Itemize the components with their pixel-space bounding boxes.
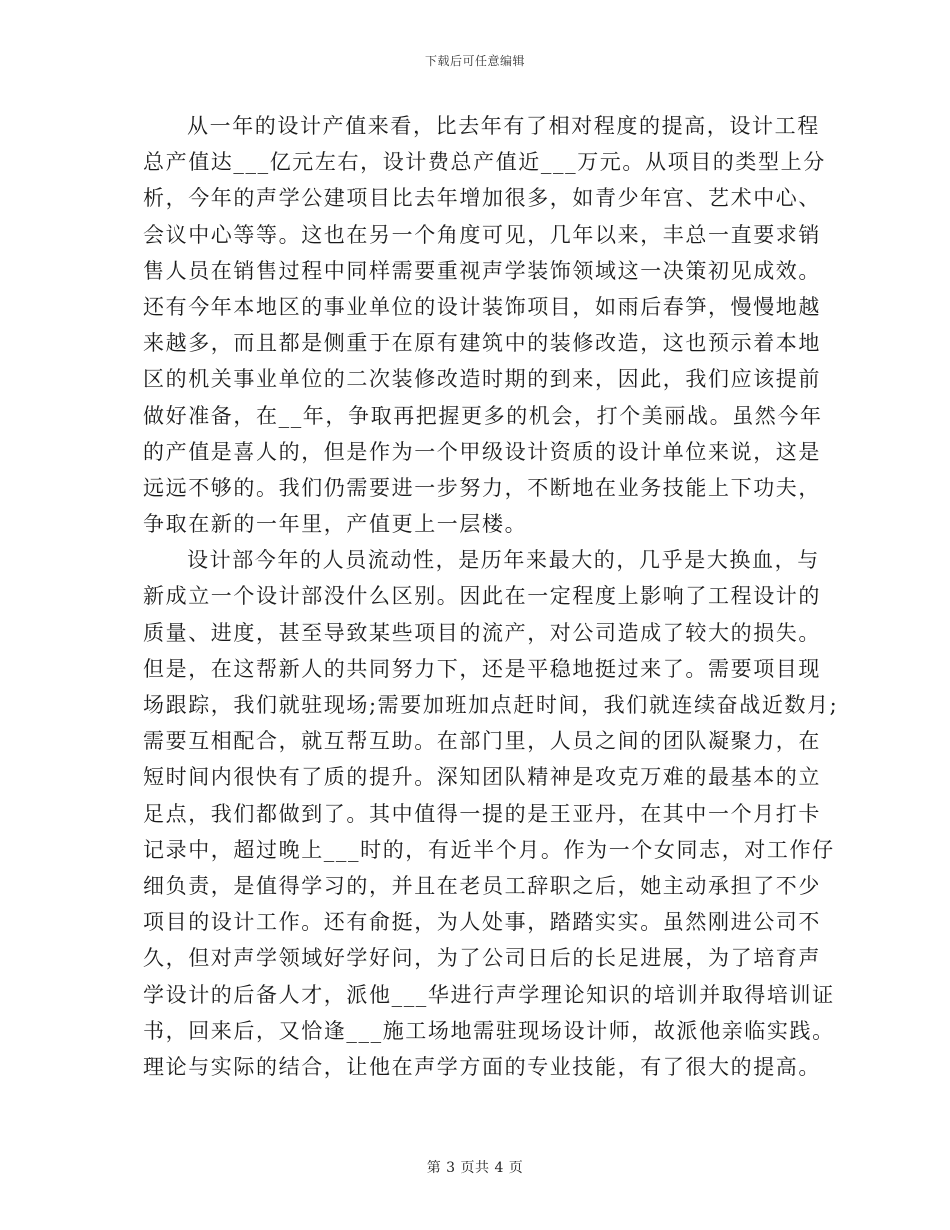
paragraph-1 [143, 108, 826, 542]
text-line: 远远不够的。我们仍需要进一步努力，不断地在业务技能上下功夫， [143, 475, 821, 500]
text-line: 新成立一个设计部没什么区别。因此在一定程度上影响了工程设计的 [143, 584, 821, 609]
text-line: 会议中心等等。这也在另一个角度可见，几年以来，丰总一直要求销 [143, 222, 821, 247]
text-line: 争取在新的一年里，产值更上一层楼。 [143, 512, 528, 537]
page-number: 第 3 页共 4 页 [426, 1160, 524, 1176]
text-line: 售人员在销售过程中同样需要重视声学装饰领域这一决策初见成效。 [143, 258, 821, 283]
page-header-note: 下载后可任意编辑 [424, 54, 525, 68]
text-line: 的产值是喜人的，但是作为一个甲级设计资质的设计单位来说，这是 [143, 439, 821, 464]
paragraph-2 [143, 542, 839, 1085]
text-line: 做好准备，在__年，争取再把握更多的机会，打个美丽战。虽然今年 [143, 403, 823, 428]
text-line: 但是，在这帮新人的共同努力下，还是平稳地挺过来了。需要项目现 [143, 656, 821, 681]
text-line: 学设计的后备人才，派他___华进行声学理论知识的培训并取得培训证 [143, 982, 835, 1007]
text-line: 设计部今年的人员流动性，是历年来最大的，几乎是大换血，与 [187, 548, 820, 573]
text-line: 需要互相配合，就互帮互助。在部门里，人员之间的团队凝聚力，在 [143, 729, 821, 754]
text-line: 记录中，超过晚上___时的，有近半个月。作为一个女同志，对工作仔 [143, 837, 835, 862]
text-line: 来越多，而且都是侧重于在原有建筑中的装修改造，这也预示着本地 [143, 331, 821, 356]
text-line: 短时间内很快有了质的提升。深知团队精神是攻克万难的最基本的立 [143, 765, 821, 790]
text-line: 总产值达___亿元左右，设计费总产值近___万元。从项目的类型上分 [143, 150, 826, 175]
text-line: 书，回来后，又恰逢___施工场地需驻现场设计师，故派他亲临实践。 [143, 1018, 835, 1043]
text-line: 项目的设计工作。还有俞挺，为人处事，踏踏实实。虽然刚进公司不 [143, 910, 821, 935]
text-line: 理论与实际的结合，让他在声学方面的专业技能，有了很大的提高。 [143, 1054, 821, 1079]
text-line: 还有今年本地区的事业单位的设计装饰项目，如雨后春笋，慢慢地越 [143, 294, 821, 319]
text-line: 久，但对声学领域好学好问，为了公司日后的长足进展，为了培育声 [143, 946, 821, 971]
text-line: 细负责，是值得学习的，并且在老员工辞职之后，她主动承担了不少 [143, 873, 821, 898]
text-line: 析，今年的声学公建项目比去年增加很多，如青少年宫、艺术中心、 [143, 186, 821, 211]
text-line: 质量、进度，甚至导致某些项目的流产，对公司造成了较大的损失。 [143, 620, 821, 645]
text-line: 区的机关事业单位的二次装修改造时期的到来，因此，我们应该提前 [143, 367, 821, 392]
document-body [143, 108, 839, 1085]
text-line: 场跟踪，我们就驻现场;需要加班加点赶时间，我们就连续奋战近数月; [143, 693, 839, 717]
text-line: 足点，我们都做到了。其中值得一提的是王亚丹，在其中一个月打卡 [143, 801, 821, 826]
text-line: 从一年的设计产值来看，比去年有了相对程度的提高，设计工程 [187, 114, 820, 138]
